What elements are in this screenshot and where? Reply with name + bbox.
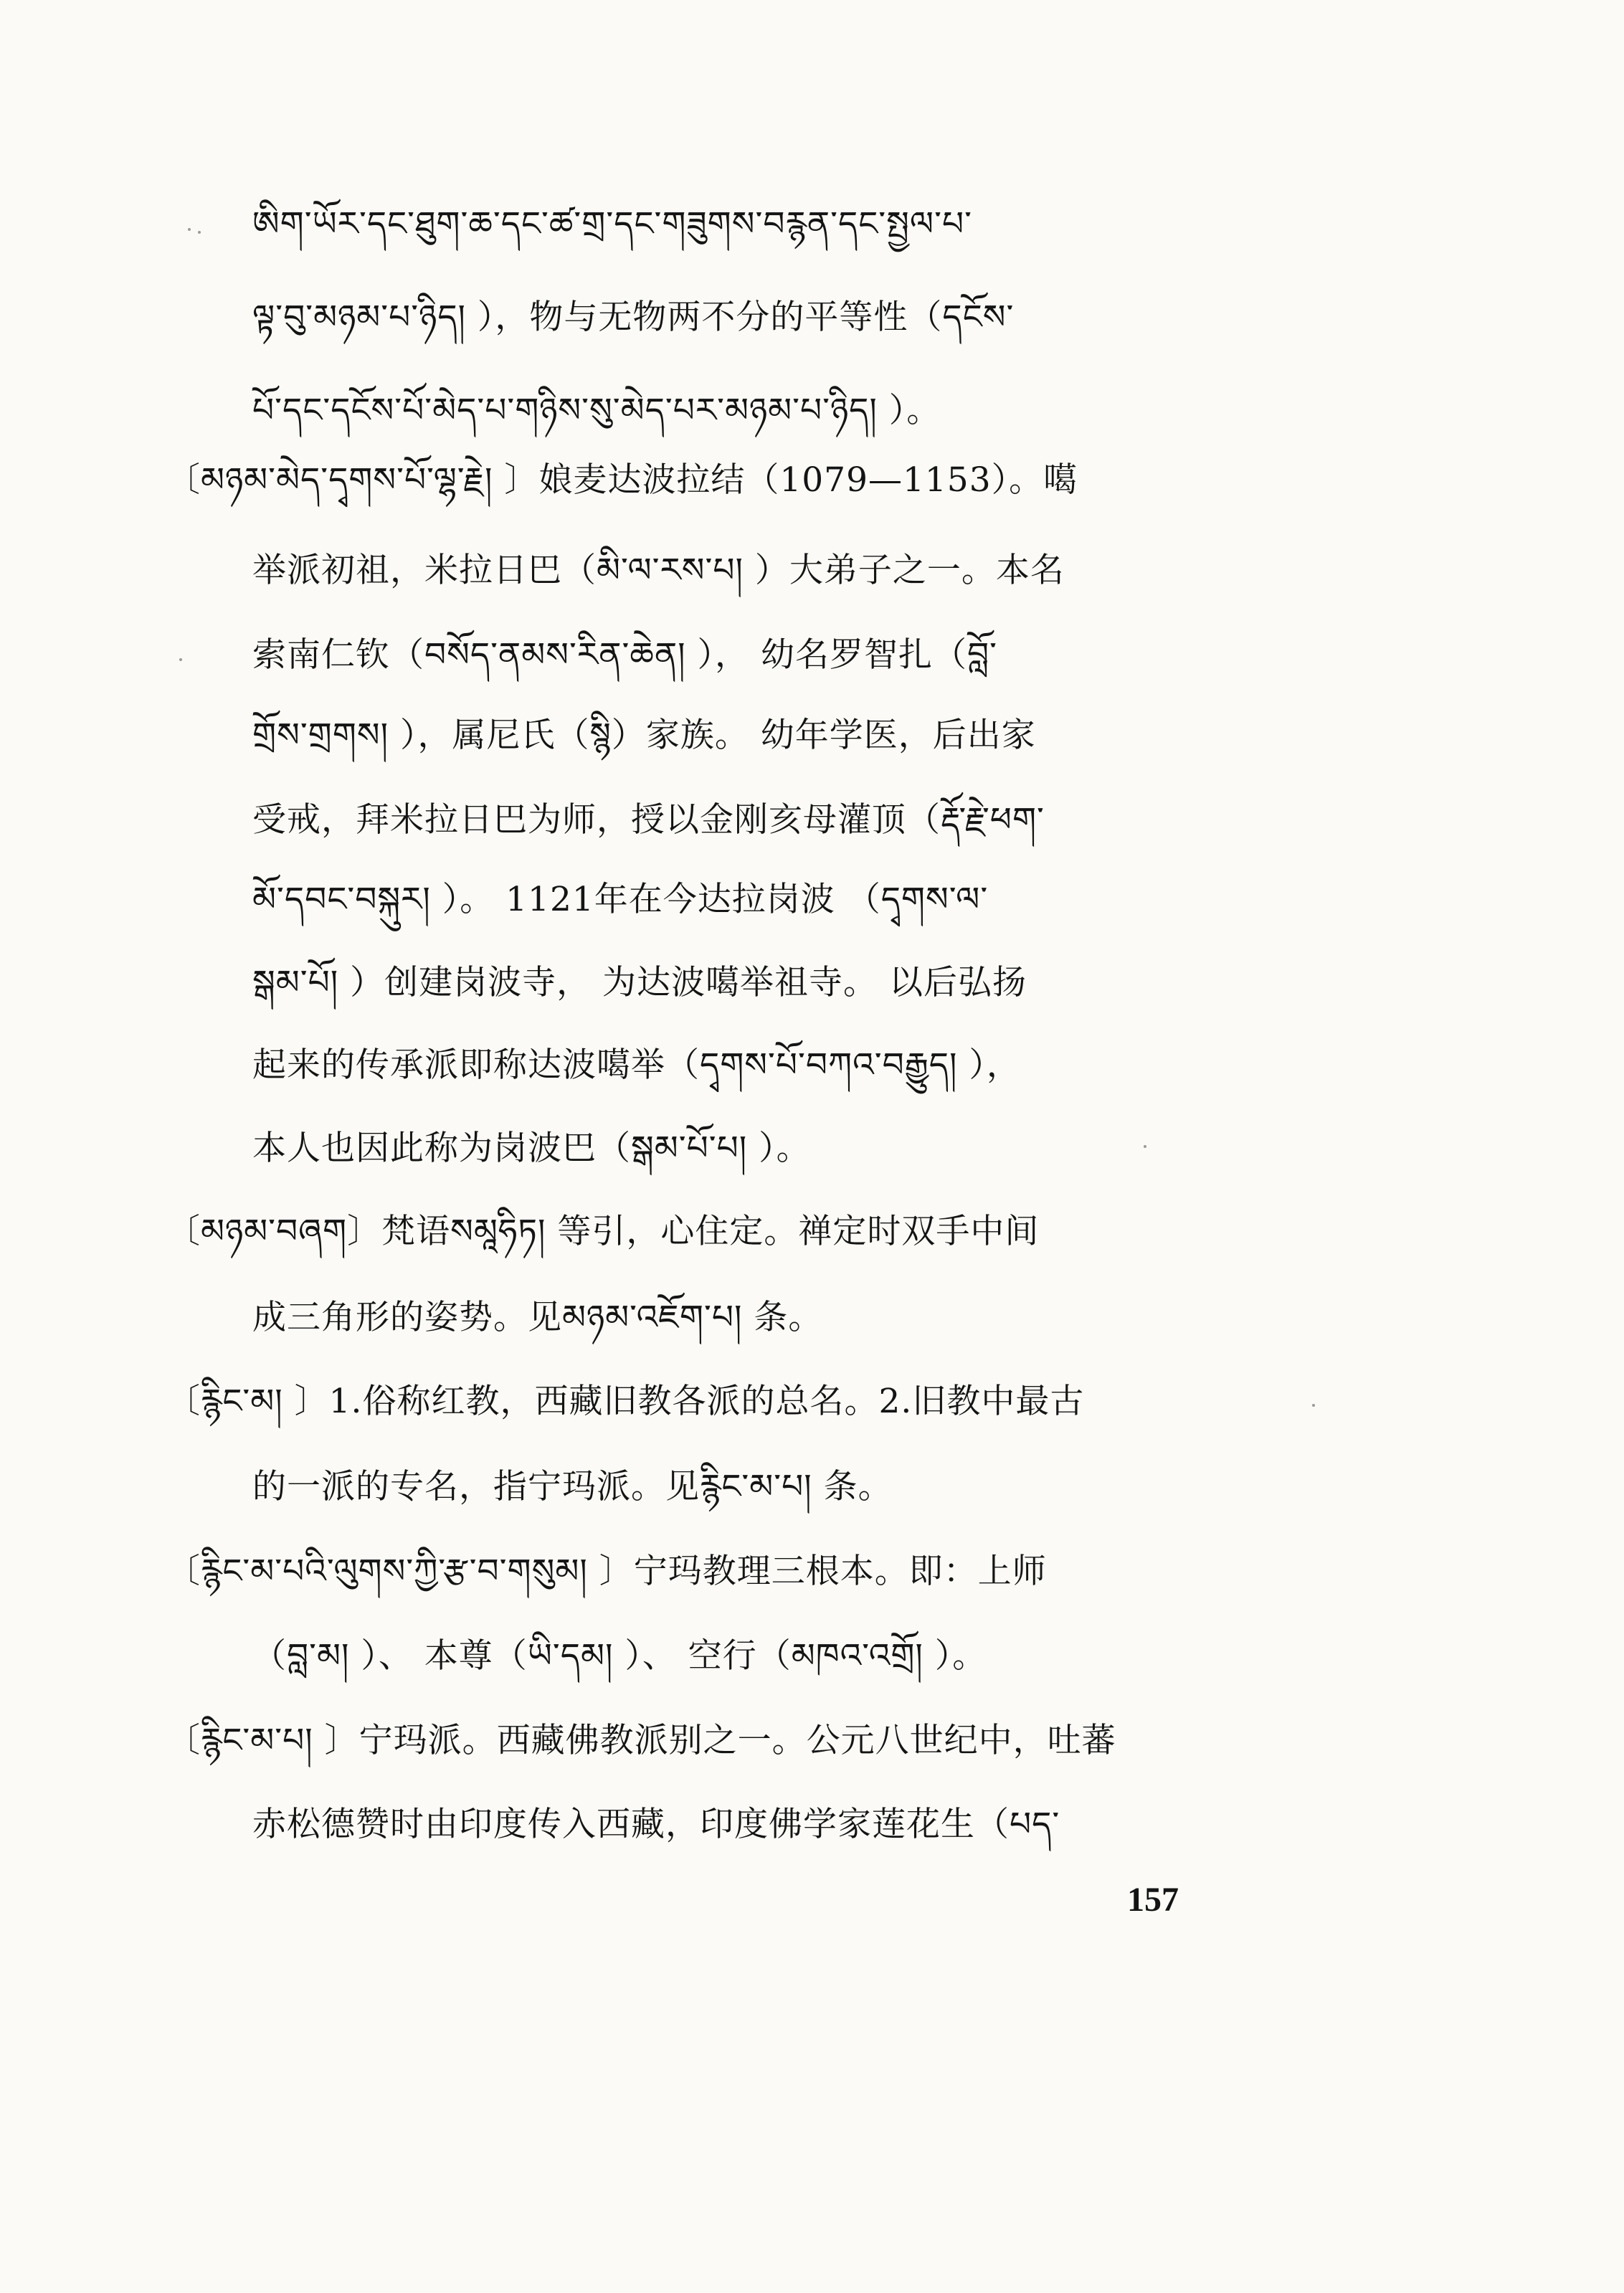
text-line: 受戒，拜米拉日巴为师，授以金刚亥母灌顶（རྡོ་རྗེ་ཕག་ bbox=[252, 800, 1045, 840]
text-line: （བླ་མ། ）、 本尊（ཡི་དམ། ）、 空行（མཁའ་འགྲོ། ）。 bbox=[252, 1636, 987, 1676]
text-line: 本人也因此称为岗波巴（སྒམ་པོ་པ། ）。 bbox=[252, 1129, 811, 1168]
print-speck bbox=[1312, 1404, 1315, 1407]
page-number: 157 bbox=[1127, 1881, 1179, 1919]
text-line: གྲོས་གྲགས། ），属尼氏（སྙི）家族。 幼年学医，后出家 bbox=[252, 716, 1036, 755]
text-line: 起来的传承派即称达波噶举（དྭགས་པོ་བཀའ་བརྒྱུད། ）， bbox=[252, 1045, 1021, 1085]
entry-headword-line: 〔མཉམ་བཞག〕梵语སམཱཧིཏ། 等引，心住定。禅定时双手中间 bbox=[166, 1212, 1040, 1251]
text-line: 成三角形的姿势。见མཉམ་འཇོག་པ། 条。 bbox=[252, 1298, 823, 1337]
text-line: 赤松德赞时由印度传入西藏，印度佛学家莲花生（པད་ bbox=[252, 1805, 1060, 1844]
text-line: སྒམ་པོ། ）创建岗波寺， 为达波噶举祖寺。 以后弘扬 bbox=[252, 963, 1027, 1002]
text-line: 索南仁钦（བསོད་ནམས་རིན་ཆེན། ）， 幼名罗智扎（བློ་ bbox=[252, 635, 997, 675]
entry-headword-line: 〔རྙིང་མ་པ། 〕宁玛派。西藏佛教派别之一。公元八世纪中，吐蕃 bbox=[166, 1721, 1116, 1760]
print-speck bbox=[179, 658, 182, 661]
text-line: པོ་དང་དངོས་པོ་མེད་པ་གཉིས་སུ་མེད་པར་མཉམ་པ་ཉིད། ）。 bbox=[252, 391, 941, 430]
print-speck bbox=[198, 231, 201, 234]
text-line: 的一派的专名，指宁玛派。见རྙིང་མ་པ། 条。 bbox=[252, 1467, 893, 1506]
entry-headword-line: 〔རྙིང་མ་པའི་ལུགས་ཀྱི་རྩ་བ་གསུམ། 〕宁玛教理三根本。即：上师 bbox=[166, 1552, 1047, 1591]
text-line: མོ་དབང་བསྐུར། ）。 1121年在今达拉岗波 （དྭགས་ལ་ bbox=[252, 880, 989, 919]
text-line: ལྟ་བུ་མཉམ་པ་ཉིད། ），物与无物两不分的平等性（དངོས་ bbox=[252, 298, 1015, 337]
text-line: ཨིག་ཡོར་དང་ཐུག་ཆ་དང་ཚ་གྲ་དང་གཟུགས་བརྙན་དང་སྤྱལ་པ་ bbox=[252, 204, 972, 244]
text-line: 举派初祖，米拉日巴（མི་ལ་རས་པ། ）大弟子之一。本名 bbox=[252, 551, 1065, 590]
entry-headword-line: 〔མཉམ་མེད་དྭགས་པོ་ལྷ་རྗེ། 〕娘麦达波拉结（1079—1153）。噶 bbox=[166, 460, 1078, 500]
entry-headword-line: 〔རྙིང་མ། 〕1.俗称红教，西藏旧教各派的总名。2.旧教中最古 bbox=[166, 1382, 1085, 1421]
print-speck bbox=[188, 228, 191, 231]
print-speck bbox=[1144, 1145, 1146, 1148]
